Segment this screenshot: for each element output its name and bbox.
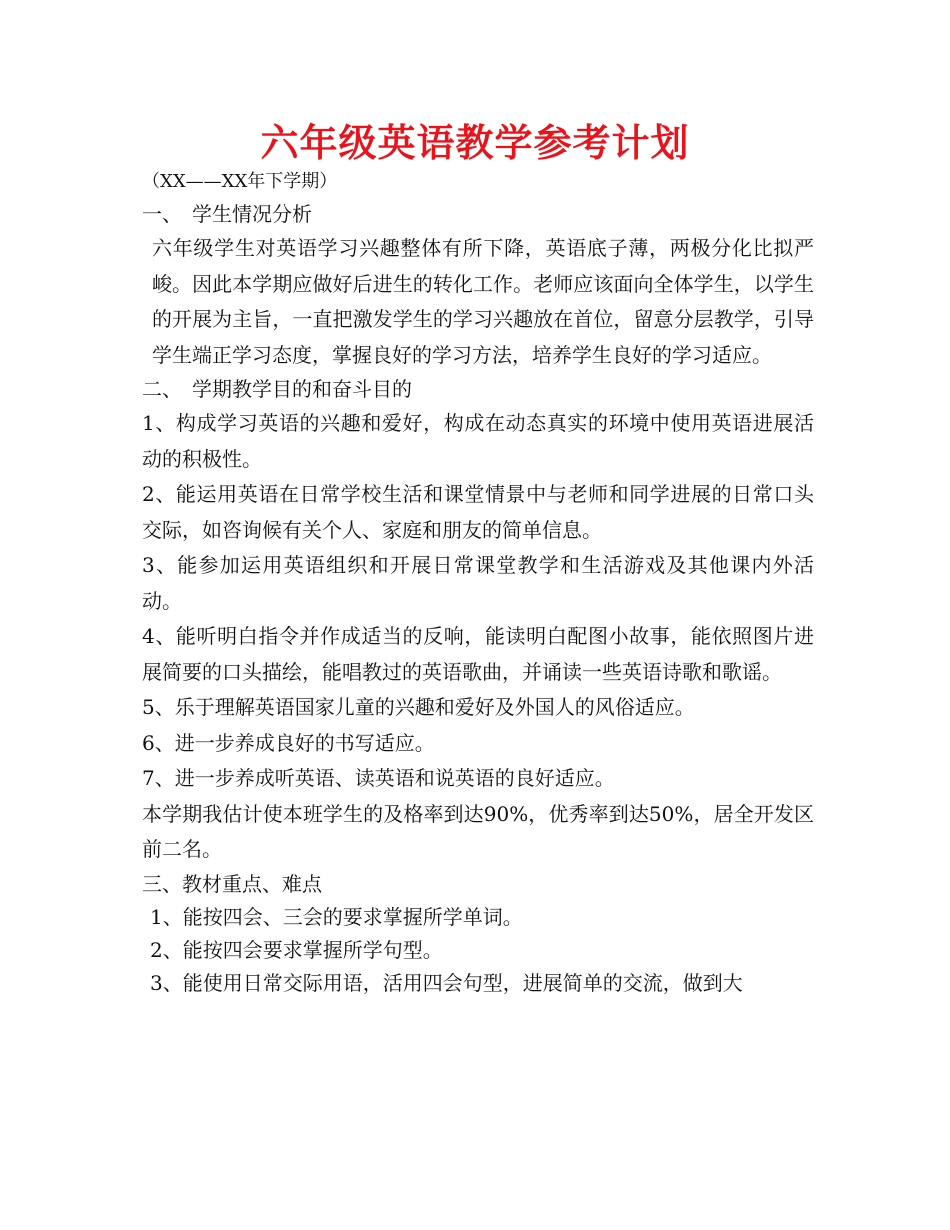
goal-item: 5、乐于理解英语国家儿童的兴趣和爱好及外国人的风俗适应。 xyxy=(142,695,695,719)
document-subtitle: （XX——XX年下学期） xyxy=(142,171,338,192)
goal-item: 1、构成学习英语的兴趣和爱好，构成在动态真实的环境中使用英语进展活动的积极性。 xyxy=(142,411,814,471)
section-heading-2: 二、 学期教学目的和奋斗目的 xyxy=(142,377,412,401)
goal-item: 3、能参加运用英语组织和开展日常课堂教学和生活游戏及其他课内外活动。 xyxy=(142,553,814,613)
key-point-item: 2、能按四会要求掌握所学句型。 xyxy=(150,937,443,962)
document-body xyxy=(142,165,814,1000)
goal-item: 6、进一步养成良好的书写适应。 xyxy=(142,730,435,755)
key-point-item: 3、能使用日常交际用语，活用四会句型，进展简单的交流，做到大 xyxy=(150,970,743,995)
goal-item: 4、能听明白指令并作成适当的反响，能读明白配图小故事，能依照图片进展简要的口头描绘，能唱教过的英语歌曲，并诵读一些英语诗歌和歌谣。 xyxy=(142,624,814,684)
goal-item: 2、能运用英语在日常学校生活和课堂情景中与老师和同学进展的日常口头交际，如咨询候有关个人、家庭和朋友的简单信息。 xyxy=(142,482,814,542)
target-paragraph: 本学期我估计使本班学生的及格率到达90%，优秀率到达50%，居全开发区前二名。 xyxy=(142,801,814,861)
section-heading-3: 三、教材重点、难点 xyxy=(142,871,322,896)
goal-item: 7、进一步养成听英语、读英语和说英语的良好适应。 xyxy=(142,766,615,790)
section-1-paragraph: 六年级学生对英语学习兴趣整体有所下降，英语底子薄，两极分化比拟严峻。因此本学期应做好后进生的转化工作。老师应该面向全体学生，以学生的开展为主旨，一直把激发学生的学习兴趣放在首位，留意分层教学，引导学生端正学习态度，掌握良好的学习方法，培养学生良好的学习适应。 xyxy=(152,236,814,367)
document-title: 六年级英语教学参考计划 xyxy=(260,121,690,165)
section-heading-1: 一、 学生情况分析 xyxy=(142,202,312,226)
key-point-item: 1、能按四会、三会的要求掌握所学单词。 xyxy=(150,904,523,929)
